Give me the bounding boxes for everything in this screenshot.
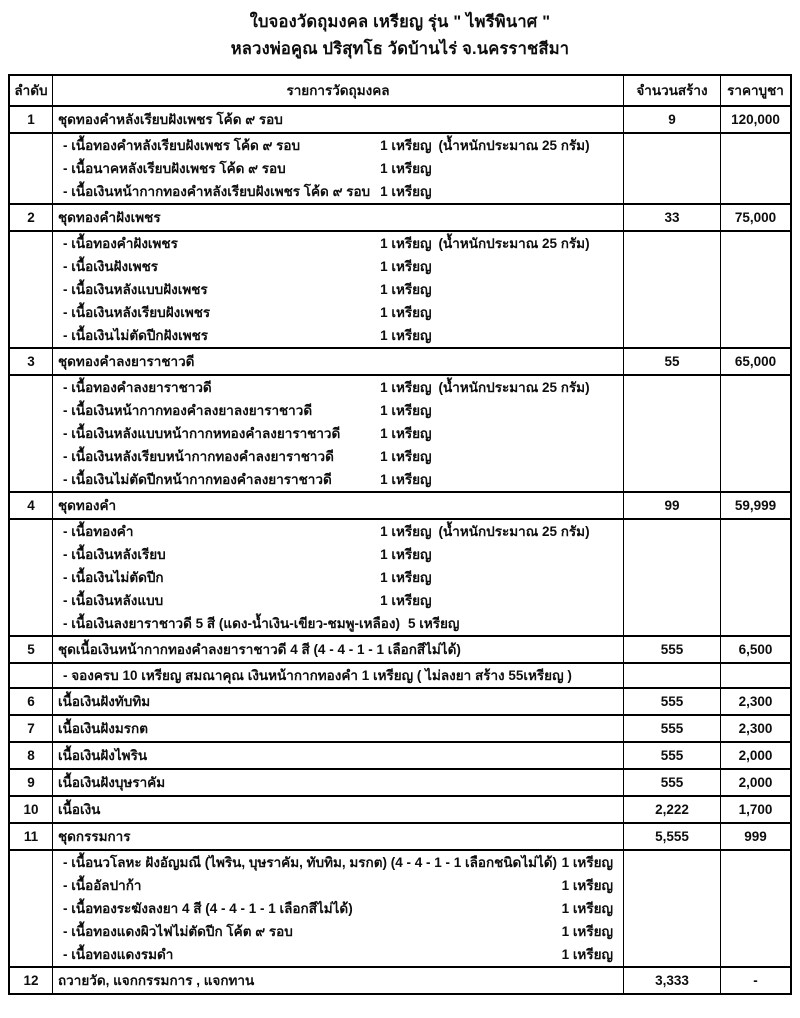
detail-text: - เนื้อเงินหลังแบบ — [63, 592, 164, 608]
empty-cell — [720, 376, 790, 491]
detail-text: - เนื้อเงินหลังแบบหน้ากากหทองคำลงยาราชาวดี — [63, 425, 341, 441]
empty-cell — [623, 664, 720, 687]
row-price: 2,000 — [720, 770, 790, 795]
table-row-details — [10, 849, 790, 966]
row-price: 999 — [720, 824, 790, 849]
detail-amount: 1 เหรียญ — [380, 281, 432, 297]
detail-line — [63, 612, 615, 635]
detail-note: (น้ำหนักประมาณ 25 กรัม) — [438, 379, 590, 395]
row-qty: 555 — [623, 770, 720, 795]
detail-line — [63, 851, 615, 874]
detail-text: - เนื้อเงินหลังแบบฝังเพชร — [63, 281, 208, 297]
detail-list — [52, 376, 623, 491]
row-no: 11 — [23, 828, 39, 844]
table-row-details — [10, 230, 790, 347]
detail-text: - เนื้อเงินไม่ตัดปีกฝังเพชร — [63, 327, 209, 343]
detail-text: - เนื้อทองคำฝังเพชร — [63, 235, 178, 251]
row-qty: 555 — [623, 716, 720, 741]
detail-amount: 1 เหรียญ — [380, 592, 432, 608]
header-qty: จำนวนสร้าง — [623, 76, 720, 105]
detail-amount: 1 เหรียญ — [380, 471, 432, 487]
row-title: ชุดทองคำ — [52, 493, 623, 518]
table-row — [10, 347, 790, 374]
detail-line — [63, 134, 615, 157]
amulet-order-table — [8, 74, 792, 995]
detail-amount: 1 เหรียญ — [380, 425, 432, 441]
detail-line — [63, 376, 615, 399]
table-row — [10, 714, 790, 741]
row-no: 5 — [27, 641, 35, 657]
detail-text: - เนื้อเงินหลังเรียบ — [63, 546, 166, 562]
detail-line — [63, 664, 615, 687]
detail-amount: 1 เหรียญ — [380, 402, 432, 418]
detail-text: - เนื้อเงินหลังเรียบหน้ากากทองคำลงยาราชาวดี — [63, 448, 334, 464]
empty-cell — [10, 134, 52, 203]
detail-amount: 1 เหรียญ — [561, 923, 613, 939]
detail-text: - เนื้อทองคำ — [63, 523, 134, 539]
row-price: 2,000 — [720, 743, 790, 768]
row-title: เนื้อเงินฝังมรกต — [52, 716, 623, 741]
detail-line — [63, 943, 615, 966]
detail-text: - เนื้อทองระฆังลงยา 4 สี (4 - 4 - 1 - 1 เลือกสีไม่ได้) — [63, 900, 353, 916]
header-price: ราคาบูชา — [720, 76, 790, 105]
detail-line — [63, 399, 615, 422]
empty-cell — [10, 520, 52, 635]
row-price: 75,000 — [720, 205, 790, 230]
detail-line — [63, 324, 615, 347]
detail-text: - เนื้ออัลปาก้า — [63, 877, 142, 893]
detail-line — [63, 920, 615, 943]
table-row-details — [10, 374, 790, 491]
row-qty: 5,555 — [623, 824, 720, 849]
detail-list — [52, 134, 623, 203]
detail-text: - เนื้อเงินลงยาราชาวดี 5 สี (แดง-น้ำเงิน-เขียว-ชมพู-เหลือง) — [63, 615, 400, 631]
detail-amount: 1 เหรียญ — [380, 546, 432, 562]
detail-amount: 1 เหรียญ — [380, 160, 432, 176]
row-title: ชุดเนื้อเงินหน้ากากทองคำลงยาราชาวดี 4 สี (4 - 4 - 1 - 1 เลือกสีไม่ได้) — [52, 637, 623, 662]
row-qty: 3,333 — [623, 968, 720, 993]
table-header-row — [10, 76, 790, 105]
row-title: ชุดทองคำลงยาราชาวดี — [52, 349, 623, 374]
row-title: ชุดทองคำหลังเรียบฝังเพชร โค้ด ๙ รอบ — [52, 107, 623, 132]
row-price: 65,000 — [720, 349, 790, 374]
detail-line — [63, 422, 615, 445]
detail-amount: 1 เหรียญ — [380, 137, 432, 153]
detail-amount: 1 เหรียญ — [561, 877, 613, 893]
detail-text: - เนื้อทองแดงผิวไฟไม่ตัดปีก โค้ต ๙ รอบ — [63, 923, 293, 939]
detail-text: - เนื้อเงินหลังเรียบฝังเพชร — [63, 304, 211, 320]
empty-cell — [10, 376, 52, 491]
detail-amount: 1 เหรียญ — [561, 900, 613, 916]
detail-line — [63, 180, 615, 203]
detail-amount: 1 เหรียญ — [380, 258, 432, 274]
detail-text: - เนื้อเงินไม่ตัดปีก — [63, 569, 164, 585]
detail-text: - เนื้อเงินฝังเพชร — [63, 258, 159, 274]
detail-amount: 5 เหรียญ — [407, 615, 460, 631]
row-price: 1,700 — [720, 797, 790, 822]
table-row — [10, 795, 790, 822]
detail-text: - จองครบ 10 เหรียญ สมณาคุณ เงินหน้ากากทองคำ 1 เหรียญ ( ไม่ลงยา สร้าง 55เหรียญ ) — [63, 667, 572, 683]
row-no: 6 — [27, 693, 35, 709]
detail-line — [63, 157, 615, 180]
detail-text: - เนื้อทองคำหลังเรียบฝังเพชร โค้ด ๙ รอบ — [63, 137, 301, 153]
empty-cell — [720, 232, 790, 347]
detail-list — [52, 232, 623, 347]
detail-amount: 1 เหรียญ — [380, 304, 432, 320]
detail-text: - เนื้อทองคำลงยาราชาวดี — [63, 379, 212, 395]
detail-line — [63, 589, 615, 612]
detail-amount: 1 เหรียญ — [380, 448, 432, 464]
empty-cell — [720, 664, 790, 687]
detail-text: - เนื้อเงินหน้ากากทองคำลงยาลงยาราชาวดี — [63, 402, 313, 418]
detail-line — [63, 897, 615, 920]
row-title: เนื้อเงินฝังบุษราคัม — [52, 770, 623, 795]
row-title: เนื้อเงินฝังไพริน — [52, 743, 623, 768]
detail-text: - เนื้อเงินหน้ากากทองคำหลังเรียบฝังเพชร โค้ด ๙ รอบ — [63, 183, 371, 199]
detail-amount: 1 เหรียญ — [380, 523, 432, 539]
row-title: เนื้อเงิน — [52, 797, 623, 822]
detail-line — [63, 301, 615, 324]
row-qty: 9 — [623, 107, 720, 132]
table-row — [10, 768, 790, 795]
row-no: 7 — [27, 720, 35, 736]
detail-amount: 1 เหรียญ — [380, 379, 432, 395]
row-price: 2,300 — [720, 689, 790, 714]
detail-amount: 1 เหรียญ — [380, 183, 432, 199]
row-qty: 555 — [623, 743, 720, 768]
detail-text: - เนื้อทองแดงรมดำ — [63, 946, 174, 962]
row-qty: 555 — [623, 637, 720, 662]
empty-cell — [10, 232, 52, 347]
row-no: 10 — [23, 801, 39, 817]
header-no: ลำดับ — [14, 82, 48, 98]
table-row — [10, 491, 790, 518]
row-no: 8 — [27, 747, 35, 763]
table-row — [10, 203, 790, 230]
row-price: - — [720, 968, 790, 993]
detail-note: (น้ำหนักประมาณ 25 กรัม) — [438, 523, 590, 539]
document-title: ใบจองวัดถุมงคล เหรียญ รุ่น " ไพรีพินาศ " — [249, 13, 551, 31]
table-row-details — [10, 132, 790, 203]
empty-cell — [720, 134, 790, 203]
empty-cell — [623, 520, 720, 635]
row-title: ถวายวัด, แจกกรรมการ , แจกทาน — [52, 968, 623, 993]
empty-cell — [10, 664, 52, 687]
detail-list — [52, 851, 623, 966]
row-price: 120,000 — [720, 107, 790, 132]
row-qty: 2,222 — [623, 797, 720, 822]
row-price: 2,300 — [720, 716, 790, 741]
table-row — [10, 741, 790, 768]
table-row — [10, 966, 790, 993]
empty-cell — [623, 232, 720, 347]
detail-line — [63, 566, 615, 589]
detail-note: (น้ำหนักประมาณ 25 กรัม) — [438, 235, 590, 251]
row-no: 4 — [27, 497, 35, 513]
row-price: 6,500 — [720, 637, 790, 662]
detail-line — [63, 874, 615, 897]
row-title: เนื้อเงินฝังทับทิม — [52, 689, 623, 714]
detail-amount: 1 เหรียญ — [561, 946, 613, 962]
detail-text: - เนื้อเงินไม่ตัดปีกหน้ากากทองคำลงยาราชาวดี — [63, 471, 332, 487]
table-row-details — [10, 662, 790, 687]
row-title: ชุดทองคำฝังเพชร — [52, 205, 623, 230]
detail-amount: 1 เหรียญ — [380, 327, 432, 343]
empty-cell — [10, 851, 52, 966]
detail-line — [63, 232, 615, 255]
detail-text: - เนื้อนวโลหะ ฝังอัญมณี (ไพริน, บุษราคัม, ทับทิม, มรกต) (4 - 4 - 1 - 1 เลือกชนิดไม่ได้) — [63, 854, 558, 870]
row-no: 3 — [27, 353, 35, 369]
row-qty: 99 — [623, 493, 720, 518]
row-price: 59,999 — [720, 493, 790, 518]
row-qty: 33 — [623, 205, 720, 230]
detail-note: (น้ำหนักประมาณ 25 กรัม) — [438, 137, 590, 153]
detail-list — [52, 520, 623, 635]
table-row — [10, 105, 790, 132]
detail-line — [63, 543, 615, 566]
row-qty: 555 — [623, 689, 720, 714]
detail-amount: 1 เหรียญ — [380, 569, 432, 585]
row-no: 12 — [23, 972, 39, 988]
row-no: 1 — [27, 111, 35, 127]
detail-line — [63, 520, 615, 543]
document-subtitle: หลวงพ่อคูณ ปริสุทโธ วัดบ้านไร่ จ.นครราชสีมา — [230, 40, 570, 58]
detail-line — [63, 445, 615, 468]
detail-amount: 1 เหรียญ — [561, 854, 613, 870]
detail-list — [52, 664, 623, 687]
empty-cell — [623, 376, 720, 491]
detail-line — [63, 278, 615, 301]
empty-cell — [720, 851, 790, 966]
detail-amount: 1 เหรียญ — [380, 235, 432, 251]
empty-cell — [623, 851, 720, 966]
row-no: 9 — [27, 774, 35, 790]
table-row-details — [10, 518, 790, 635]
table-row — [10, 822, 790, 849]
empty-cell — [623, 134, 720, 203]
detail-line — [63, 468, 615, 491]
detail-text: - เนื้อนาคหลังเรียบฝังเพชร โค้ด ๙ รอบ — [63, 160, 286, 176]
header-item: รายการวัดถุมงคล — [52, 76, 623, 105]
row-qty: 55 — [623, 349, 720, 374]
empty-cell — [720, 520, 790, 635]
row-title: ชุดกรรมการ — [52, 824, 623, 849]
table-row — [10, 635, 790, 662]
row-no: 2 — [27, 209, 35, 225]
table-row — [10, 687, 790, 714]
detail-line — [63, 255, 615, 278]
